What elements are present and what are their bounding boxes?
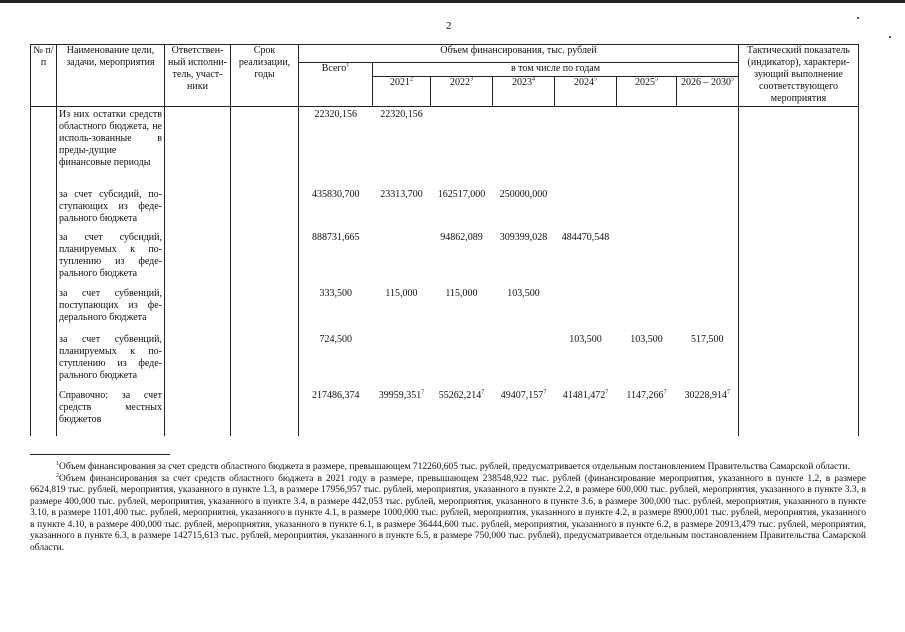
row-value: 103,500 xyxy=(630,333,663,345)
footnotes xyxy=(30,462,866,554)
row-value: 115,000 xyxy=(445,287,478,299)
row-name: Справочно: за счет средств местных бюджетов xyxy=(57,390,165,436)
row-value: 22320,156 xyxy=(380,109,423,120)
row-value: 103,500 xyxy=(507,287,540,299)
footnote: $^2$Объем финансирования за счет средств областного бюджета в 2021 году в размере, превышающем 238548,922 тыс. рублей (финансирование мероприятия, указанного в пункте 1.2, в размере 6624,819 тыс. рублей, мероприятия, указанного в пункте 1.3, в размере 17956,957 тыс. рублей, мероприятия, указанного в пункте 2.2, в размере 600,000 тыс. рублей, мероприятия, указанного в пункте 3.3, в размере 400,000 тыс. рублей, мероприятия, указанного в пункте 3.4, в размере 442,053 тыс. рублей, мероприятия, указанного в пункте 3.6, в размере 300,000 тыс. рублей, мероприятия, указанного в пункте 3.10, в размере 1101,400 тыс. рублей, мероприятия, указанного в пункте 4.1, в размере 1000,000 тыс. рублей, мероприятия, указанного в пункте 4.2, в размере 8900,001 тыс. рублей, мероприятия, указанного в пункте 4.10, в размере 400,000 тыс. рублей, мероприятия, указанного в пункте 6.1, в размере 36444,600 тыс. рублей, мероприятия, указанного в пункте 6.2, в размере 20913,479 тыс. рублей, мероприятия, указанного в пункте 6.3, в размере 142715,613 тыс. рублей, мероприятия, указанного в пункте 6.5, в размере 750,000 тыс. рублей), предусматривается отдельным постановлением Правительства Самарской области. xyxy=(30,472,866,553)
row-value xyxy=(617,232,677,288)
row-value xyxy=(373,334,431,390)
row-value: 309399,028 xyxy=(499,231,548,243)
row-value: 250000,000 xyxy=(499,188,548,200)
header-funding: Объем финансирования, тыс. рублей xyxy=(299,45,739,63)
table-row xyxy=(31,288,859,334)
header-year: 2022$^3$ xyxy=(431,77,493,107)
row-value: 1147,266$^7$ xyxy=(626,389,667,401)
row-value xyxy=(431,334,493,390)
row-value: 49407,157$^7$ xyxy=(500,389,547,401)
scan-speck xyxy=(857,17,859,19)
row-value: 23313,700 xyxy=(380,188,423,200)
table-row xyxy=(31,189,859,232)
header-name: Наименование цели, задачи, мероприятия xyxy=(57,45,165,107)
header-total: Всего$^1$ xyxy=(299,63,373,107)
row-value: 115,000 xyxy=(385,287,418,299)
header-responsible: Ответствен-ный исполни-тель, участ-ники xyxy=(165,45,231,107)
scan-speck xyxy=(889,36,891,38)
header-year: 2023$^4$ xyxy=(493,77,555,107)
table-row xyxy=(31,390,859,436)
row-value xyxy=(493,107,555,189)
header-indicator: Тактический показатель (индикатор), характери-зующий выполнение соответствующего мероприятия xyxy=(739,45,859,107)
header-year: 2021$^2$ xyxy=(373,77,431,107)
row-name: Из них остатки средств областного бюджета, не исполь-зованные в преды-дущие финансовые периоды xyxy=(57,107,165,189)
row-name: за счет субвенций, поступающих из фе-дерального бюджета xyxy=(57,288,165,334)
row-value: 41481,472$^7$ xyxy=(562,389,609,401)
row-total: 724,500 xyxy=(319,333,352,345)
row-value xyxy=(617,189,677,232)
footnote: $^1$Объем финансирования за счет средств областного бюджета в размере, превышающем 712260,605 тыс. рублей, предусматривается отдельным постановлением Правительства Самарской области. xyxy=(56,460,850,472)
row-value xyxy=(677,189,739,232)
row-value xyxy=(555,189,617,232)
row-value: 162517,000 xyxy=(437,188,486,200)
row-value: 94862,089 xyxy=(440,231,483,243)
row-value xyxy=(677,232,739,288)
page-number: 2 xyxy=(446,20,452,32)
row-value: 103,500 xyxy=(569,333,602,345)
header-year: 2025$^5$ xyxy=(617,77,677,107)
row-value xyxy=(677,288,739,334)
row-total: 435830,700 xyxy=(312,188,360,200)
scan-top-edge xyxy=(0,0,905,3)
header-num: № п/п xyxy=(31,45,57,107)
row-value: 39959,351$^7$ xyxy=(378,389,425,401)
table-row xyxy=(31,334,859,390)
row-total: 888731,665 xyxy=(312,231,360,243)
row-name: за счет субсидий, планируемых к по-туплению из феде-рального бюджета xyxy=(57,232,165,288)
header-year: 2024$^5$ xyxy=(555,77,617,107)
row-value: 55262,214$^7$ xyxy=(438,389,485,401)
row-value xyxy=(373,232,431,288)
table-row xyxy=(31,107,859,189)
row-value xyxy=(555,107,617,189)
row-value: 30228,914$^7$ xyxy=(677,390,739,436)
row-value xyxy=(493,334,555,390)
row-value xyxy=(555,288,617,334)
header-year: 2026 – 2030$^5$ xyxy=(677,77,739,107)
row-total: 217486,374 xyxy=(312,389,360,401)
funding-table xyxy=(30,44,859,436)
row-name: за счет субсидий, по-ступающих из феде-рального бюджета xyxy=(57,189,165,232)
footnote-separator xyxy=(30,454,170,455)
row-total: 22320,156 xyxy=(314,109,357,120)
table-row xyxy=(31,232,859,288)
row-value xyxy=(617,107,677,189)
row-name: за счет субвенций, планируемых к по-ступлению из феде-рального бюджета xyxy=(57,334,165,390)
row-value xyxy=(617,288,677,334)
row-value xyxy=(677,107,739,189)
header-by-years: в том числе по годам xyxy=(373,63,739,77)
row-value: 517,500 xyxy=(677,334,739,390)
row-value: 484470,548 xyxy=(561,231,610,243)
row-value xyxy=(431,107,493,189)
header-term: Срок реализации, годы xyxy=(231,45,299,107)
row-total: 333,500 xyxy=(319,287,352,299)
